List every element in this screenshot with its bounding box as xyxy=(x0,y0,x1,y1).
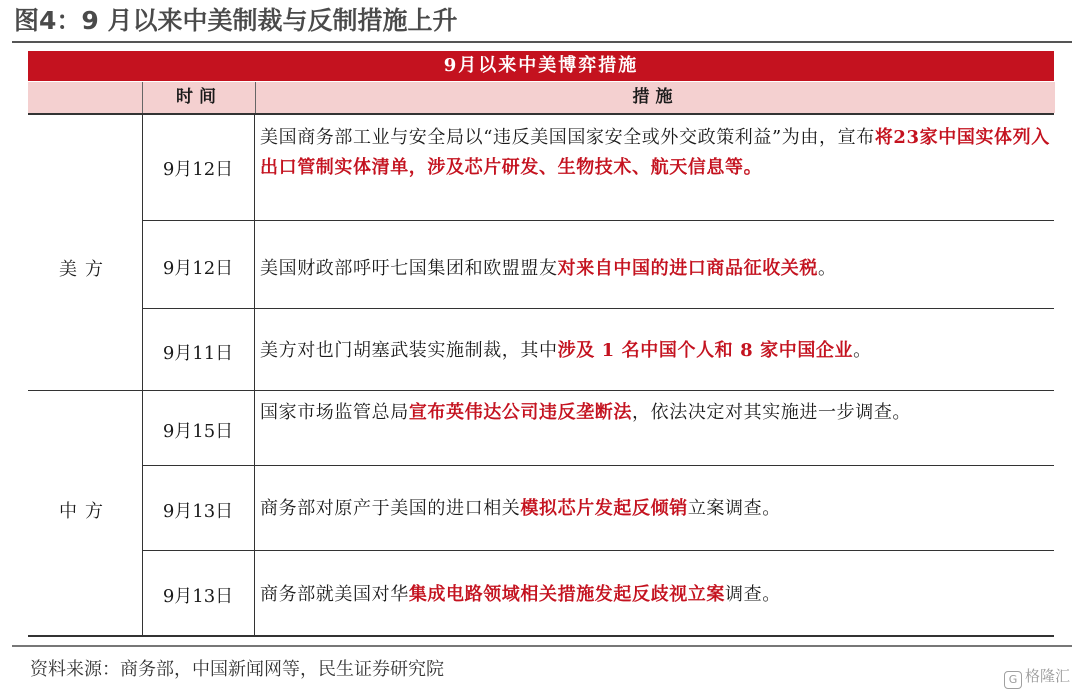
logo-icon: G xyxy=(1004,671,1022,689)
measure-text xyxy=(260,580,1050,610)
watermark xyxy=(1004,665,1070,689)
date-cell: 9月11日 xyxy=(162,343,234,364)
highlighted-text: 涉及 1 名中国个人和 8 家中国企业 xyxy=(557,340,854,361)
watermark-text: 格隆汇 xyxy=(1024,667,1070,685)
measure-text-part: ，依法决定对其实施进一步调查。 xyxy=(632,402,912,423)
measure-text xyxy=(260,494,1050,524)
measure-text xyxy=(260,398,1050,428)
measure-text-part: 美国财政部呼吁七国集团和欧盟盟友 xyxy=(260,258,558,279)
measure-text-part: 。 xyxy=(818,258,837,279)
row-divider xyxy=(142,220,1054,221)
highlighted-text: 集成电路领域相关措施发起反歧视立案 xyxy=(408,584,726,605)
date-cell: 9月15日 xyxy=(162,421,234,442)
group-label-cn: 中方 xyxy=(59,501,111,522)
group-divider xyxy=(28,390,1054,391)
measure-text-part: 商务部就美国对华 xyxy=(260,584,409,605)
measure-text xyxy=(260,123,1050,183)
row-divider xyxy=(142,308,1054,309)
footer-rule xyxy=(12,645,1072,647)
source-note: 资料来源：商务部，中国新闻网等，民生证券研究院 xyxy=(30,659,444,680)
measure-text-part: 立案调查。 xyxy=(687,498,781,519)
date-cell: 9月12日 xyxy=(162,258,234,279)
measure-text-part: 。 xyxy=(853,340,872,361)
table-bottom-border xyxy=(28,635,1054,637)
measure-text-part: 国家市场监管总局 xyxy=(260,402,409,423)
header-measure: 措施 xyxy=(255,82,1055,113)
measure-text-part: 美方对也门胡塞武装实施制裁，其中 xyxy=(260,340,558,361)
row-divider xyxy=(142,465,1054,466)
date-cell: 9月12日 xyxy=(162,159,234,180)
table-top-border xyxy=(28,113,1054,115)
measure-text-part: 调查。 xyxy=(725,584,781,605)
figure-title: 图4：9 月以来中美制裁与反制措施上升 xyxy=(14,6,458,35)
date-cell: 9月13日 xyxy=(162,501,234,522)
highlighted-text: 对来自中国的进口商品征收关税 xyxy=(557,258,819,279)
title-rule xyxy=(12,41,1072,43)
group-label-us: 美方 xyxy=(59,259,111,280)
highlighted-text: 宣布英伟达公司违反垄断法 xyxy=(408,402,633,423)
row-divider xyxy=(142,550,1054,551)
measure-text-part: 美国商务部工业与安全局以“违反美国国家安全或外交政策利益”为由，宣布 xyxy=(260,127,875,148)
table-banner: 9月以来中美博弈措施 xyxy=(28,51,1054,81)
measure-text xyxy=(260,336,1050,366)
header-time: 时间 xyxy=(142,82,255,113)
highlighted-text: 模拟芯片发起反倾销 xyxy=(520,498,688,519)
header-group-cell xyxy=(28,82,142,113)
highlighted-text: 将23家中国实体列入出口管制实体清单，涉及芯片研发、生物技术、航天信息等。 xyxy=(260,127,1050,178)
column-divider xyxy=(142,113,143,635)
date-cell: 9月13日 xyxy=(162,586,234,607)
column-divider xyxy=(254,113,255,635)
measure-text-part: 商务部对原产于美国的进口相关 xyxy=(260,498,521,519)
measure-text xyxy=(260,254,1050,284)
